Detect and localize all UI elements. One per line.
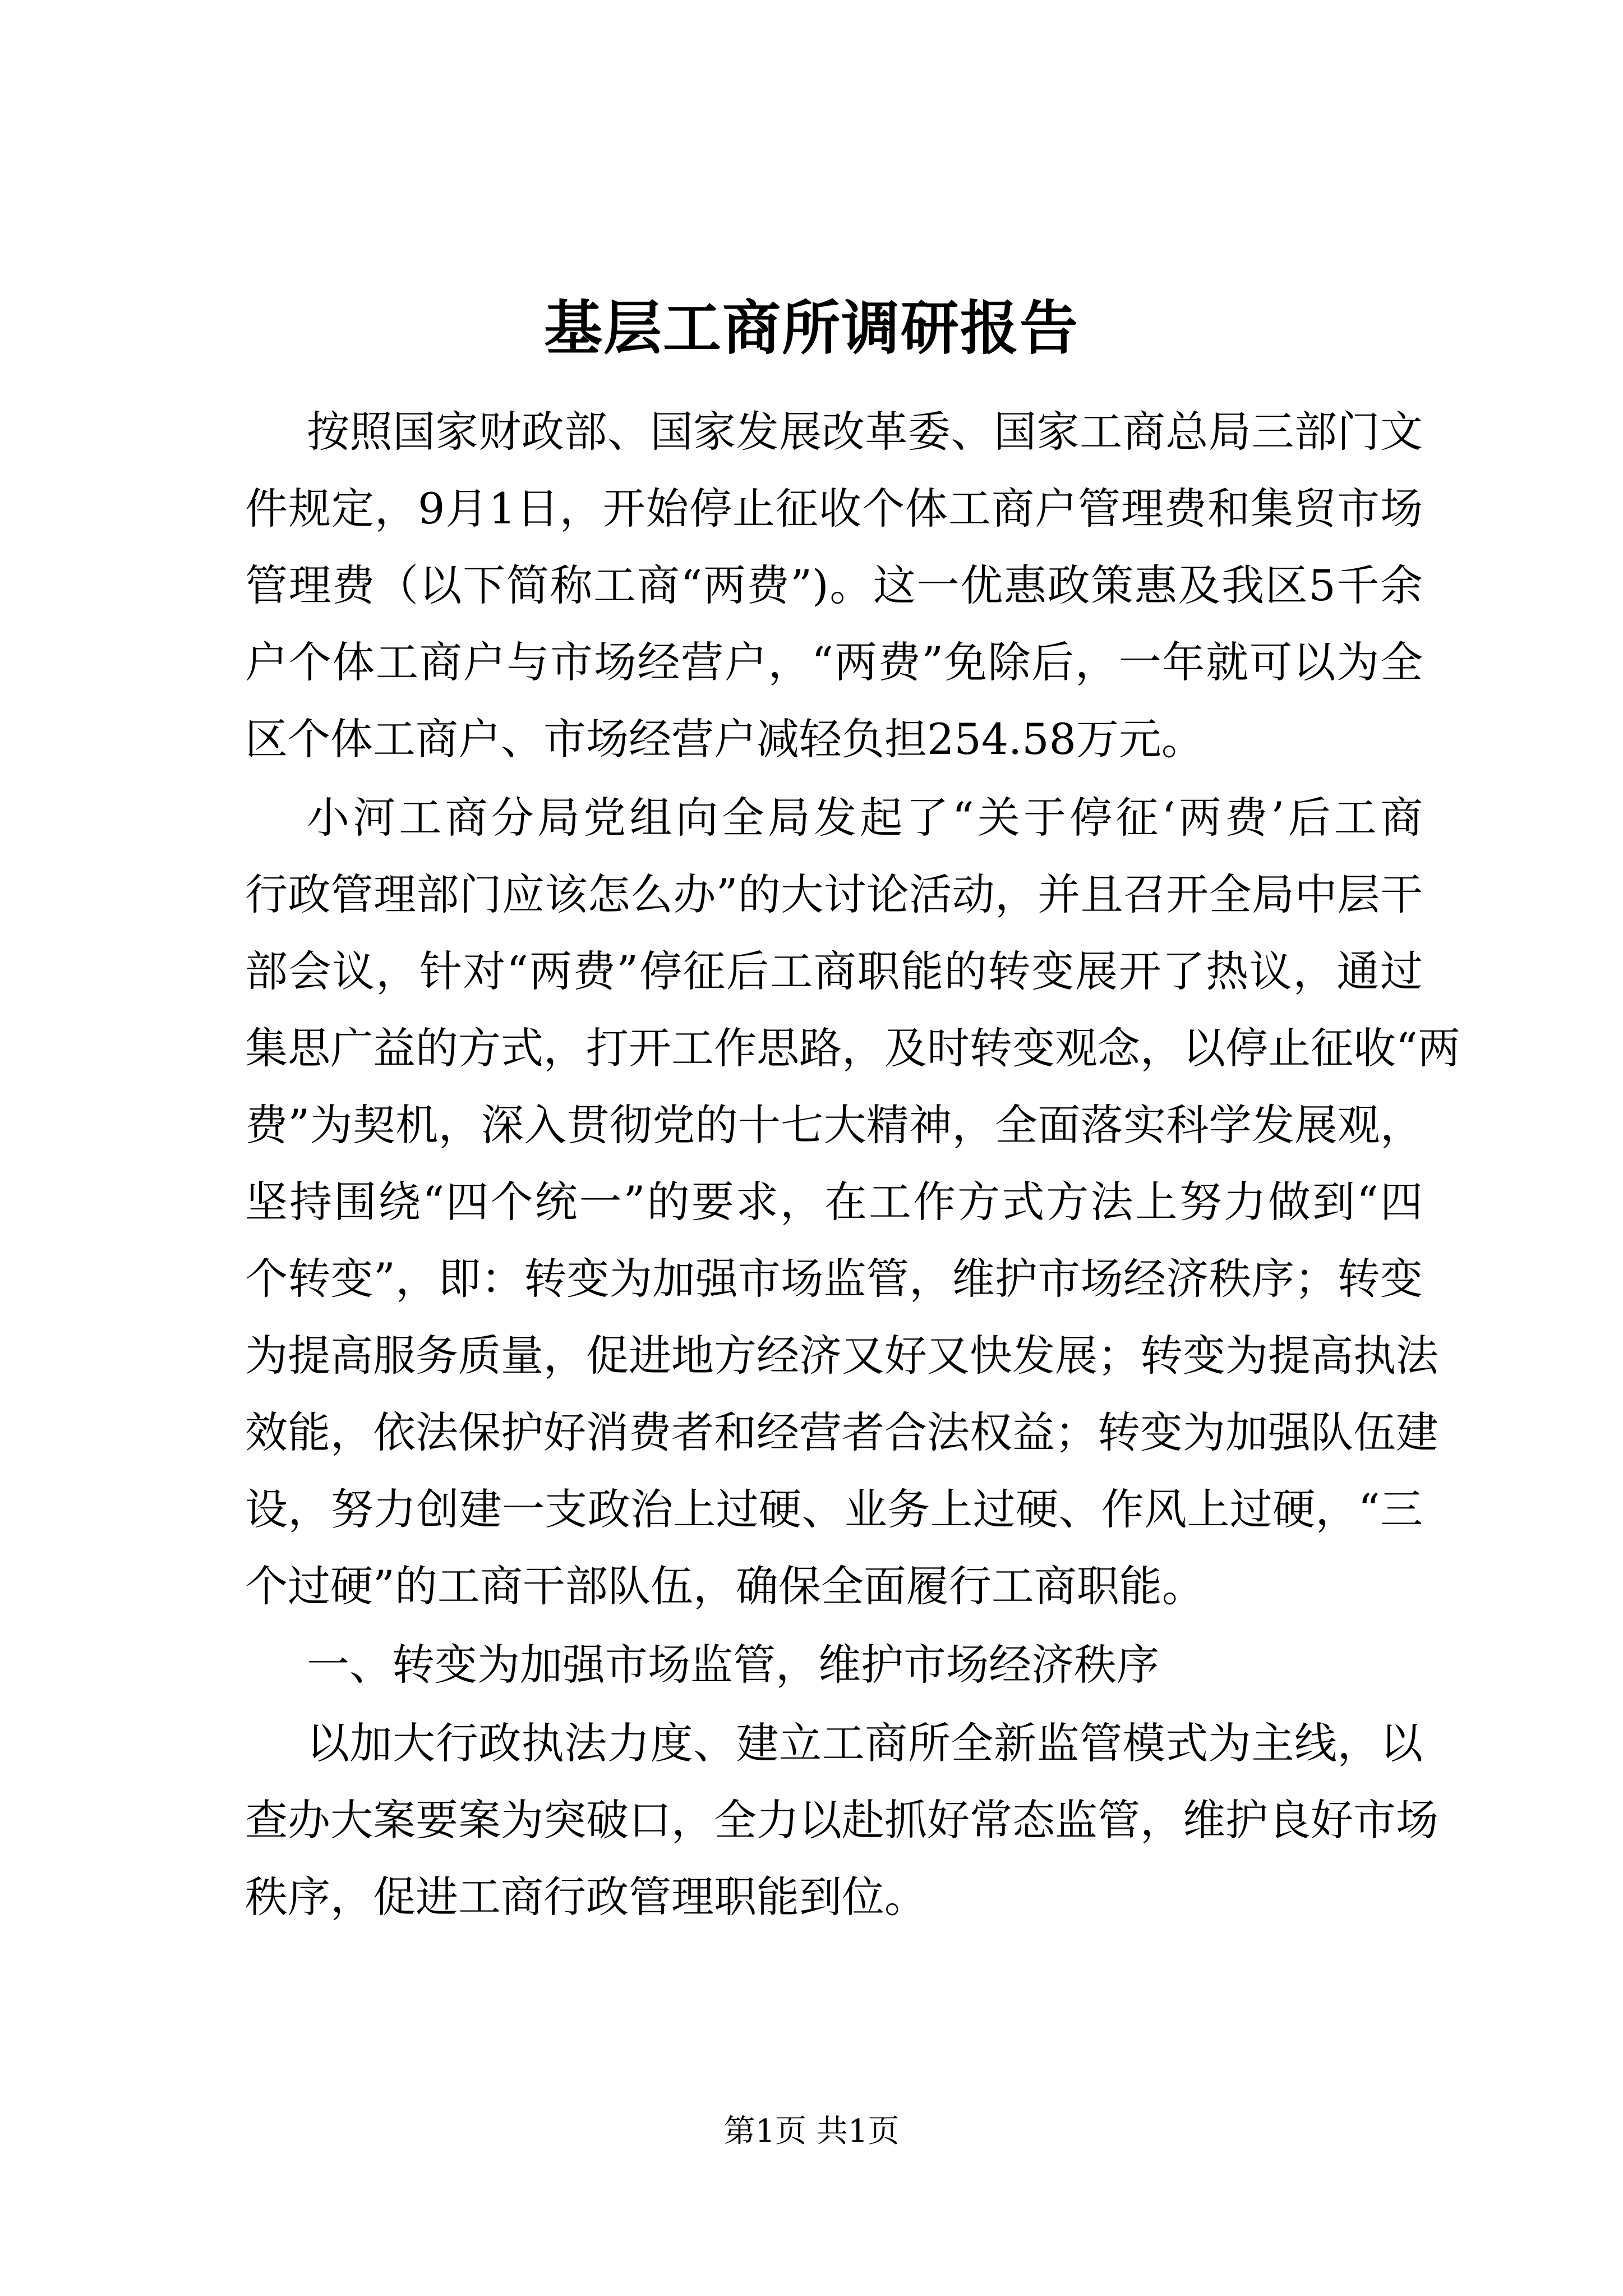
paragraph-line: 集思广益的方式，打开工作思路，及时转变观念，以停止征收“两	[245, 1023, 1460, 1073]
paragraph-line: 效能，依法保护好消费者和经营者合法权益；转变为加强队伍建	[245, 1407, 1438, 1457]
paragraph-line: 小河工商分局党组向全局发起了“关于停征‘两费’后工商	[307, 793, 1423, 843]
paragraph-line: 秩序，促进工商行政管理职能到位。	[245, 1872, 927, 1922]
paragraph-line: 设，努力创建一支政治上过硬、业务上过硬、作风上过硬，“三	[245, 1484, 1423, 1534]
paragraph-line: 查办大案要案为突破口，全力以赴抓好常态监管，维护良好市场	[245, 1795, 1438, 1845]
paragraph-line: 以加大行政执法力度、建立工商所全新监管模式为主线，以	[307, 1718, 1423, 1768]
section-heading: 一、转变为加强市场监管，维护市场经济秩序	[307, 1640, 1159, 1690]
paragraph-line: 区个体工商户、市场经营户减轻负担254.58万元。	[245, 714, 1204, 764]
paragraph-line: 坚持围绕“四个统一”的要求，在工作方式方法上努力做到“四	[245, 1177, 1423, 1227]
paragraph-line: 行政管理部门应该怎么办”的大讨论活动，并且召开全局中层干	[245, 869, 1423, 919]
paragraph-line: 管理费（以下简称工商“两费”)。这一优惠政策惠及我区5千余	[245, 560, 1423, 610]
page-footer: 第1页 共1页	[723, 2113, 900, 2150]
paragraph-line: 费”为契机，深入贯彻党的十七大精神，全面落实科学发展观，	[245, 1100, 1423, 1150]
paragraph-line: 个过硬”的工商干部队伍，确保全面履行工商职能。	[245, 1561, 1205, 1611]
paragraph-line: 户个体工商户与市场经营户，“两费”免除后，一年就可以为全	[245, 637, 1423, 687]
paragraph-line: 为提高服务质量，促进地方经济又好又快发展；转变为提高执法	[245, 1331, 1438, 1381]
paragraph-line: 按照国家财政部、国家发展改革委、国家工商总局三部门文	[307, 407, 1423, 457]
paragraph-line: 个转变”，即：转变为加强市场监管，维护市场经济秩序；转变	[245, 1254, 1423, 1304]
document-title: 基层工商所调研报告	[543, 293, 1079, 362]
paragraph-line: 件规定，9月1日，开始停止征收个体工商户管理费和集贸市场	[245, 484, 1423, 533]
paragraph-line: 部会议，针对“两费”停征后工商职能的转变展开了热议，通过	[245, 946, 1423, 996]
